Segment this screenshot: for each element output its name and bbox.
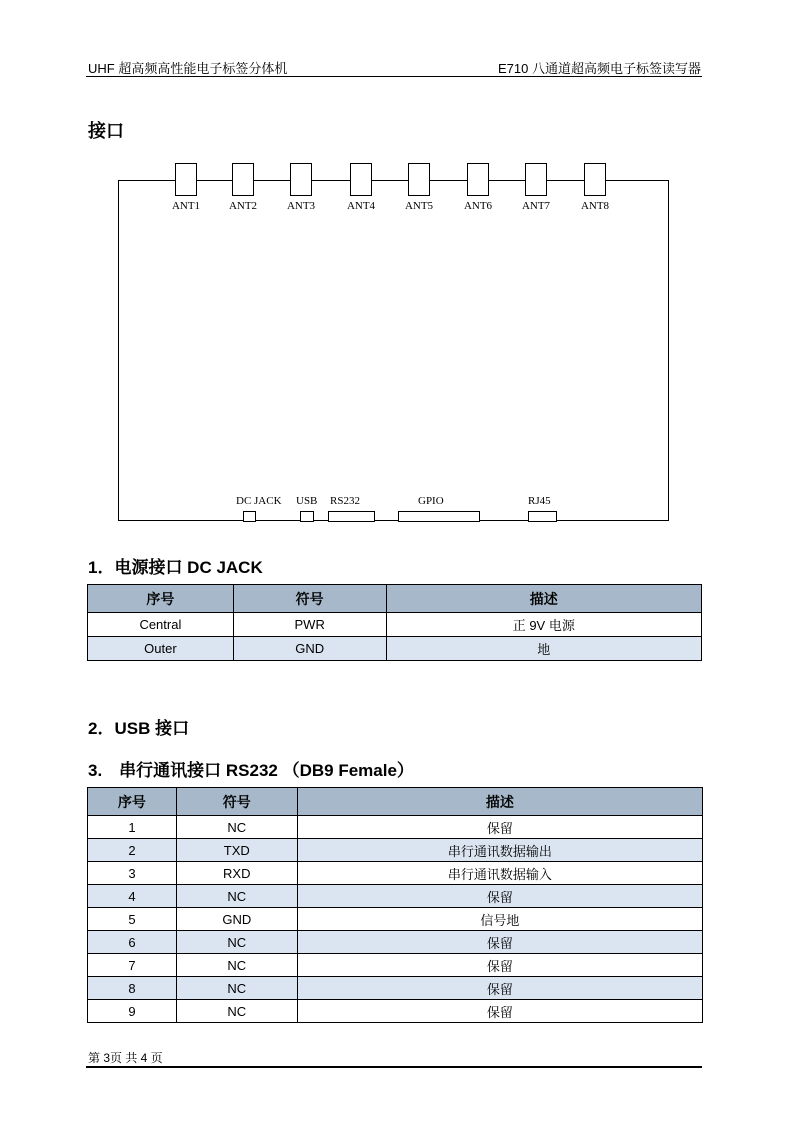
cell-symbol: NC <box>176 885 297 908</box>
cell-symbol: GND <box>176 908 297 931</box>
table-row <box>88 613 702 637</box>
cell-symbol: TXD <box>176 839 297 862</box>
antenna-port-8 <box>584 163 606 196</box>
cell-symbol: NC <box>176 954 297 977</box>
cell-description: 保留 <box>297 885 702 908</box>
table-row <box>88 908 703 931</box>
antenna-label: ANT7 <box>521 200 551 212</box>
table-row <box>88 977 703 1000</box>
antenna-label: ANT3 <box>286 200 316 212</box>
col-header-symbol: 符号 <box>233 585 386 613</box>
antenna-label: ANT6 <box>463 200 493 212</box>
connector-label: GPIO <box>418 495 444 507</box>
cell-description: 保留 <box>297 816 702 839</box>
col-header-symbol: 符号 <box>176 788 297 816</box>
antenna-port-7 <box>525 163 547 196</box>
cell-symbol: NC <box>176 931 297 954</box>
footer-divider <box>86 1066 702 1068</box>
cell-description: 保留 <box>297 977 702 1000</box>
cell-symbol: NC <box>176 1000 297 1023</box>
cell-index: 3 <box>88 862 177 885</box>
antenna-label: ANT4 <box>346 200 376 212</box>
dc-jack-table <box>87 584 702 661</box>
cell-index: 6 <box>88 931 177 954</box>
connector-label: DC JACK <box>236 495 282 507</box>
antenna-label: ANT8 <box>580 200 610 212</box>
col-header-index: 序号 <box>88 585 234 613</box>
table-row <box>88 816 703 839</box>
connector-dc-jack <box>243 511 256 522</box>
cell-index: 1 <box>88 816 177 839</box>
cell-description: 保留 <box>297 931 702 954</box>
table-row <box>88 839 703 862</box>
table-row <box>88 637 702 661</box>
connector-gpio <box>398 511 480 522</box>
cell-description: 串行通讯数据输入 <box>297 862 702 885</box>
cell-symbol: PWR <box>233 613 386 637</box>
cell-index: 5 <box>88 908 177 931</box>
cell-index: 9 <box>88 1000 177 1023</box>
col-header-description: 描述 <box>386 585 701 613</box>
table-row <box>88 885 703 908</box>
table-row <box>88 862 703 885</box>
antenna-port-5 <box>408 163 430 196</box>
col-header-index: 序号 <box>88 788 177 816</box>
table-row <box>88 1000 703 1023</box>
connector-label: USB <box>296 495 318 507</box>
antenna-port-4 <box>350 163 372 196</box>
section2-title: 2．USB 接口 <box>88 719 190 738</box>
table-row <box>88 954 703 977</box>
interface-heading: 接口 <box>88 121 124 141</box>
antenna-label: ANT2 <box>228 200 258 212</box>
antenna-label: ANT5 <box>404 200 434 212</box>
table-row <box>88 931 703 954</box>
antenna-label: ANT1 <box>171 200 201 212</box>
connector-rj45 <box>528 511 557 522</box>
header-divider <box>86 76 702 77</box>
connector-label: RJ45 <box>528 495 551 507</box>
cell-symbol: RXD <box>176 862 297 885</box>
cell-description: 信号地 <box>297 908 702 931</box>
section3-title: 3. 串行通讯接口 RS232 （DB9 Female） <box>88 761 414 780</box>
header-left-title: UHF 超高频高性能电子标签分体机 <box>88 61 288 76</box>
connector-label: RS232 <box>330 495 360 507</box>
section1-title: 1．电源接口 DC JACK <box>88 558 263 577</box>
cell-index: 2 <box>88 839 177 862</box>
cell-index: 7 <box>88 954 177 977</box>
connector-rs232 <box>328 511 375 522</box>
antenna-port-6 <box>467 163 489 196</box>
cell-description: 保留 <box>297 954 702 977</box>
page-footer: 第 3页 共 4 页 <box>88 1051 163 1065</box>
cell-symbol: GND <box>233 637 386 661</box>
cell-index: 8 <box>88 977 177 1000</box>
antenna-port-3 <box>290 163 312 196</box>
connector-usb <box>300 511 314 522</box>
cell-description: 保留 <box>297 1000 702 1023</box>
cell-symbol: NC <box>176 816 297 839</box>
cell-symbol: NC <box>176 977 297 1000</box>
cell-index: Central <box>88 613 234 637</box>
cell-description: 正 9V 电源 <box>386 613 701 637</box>
col-header-description: 描述 <box>297 788 702 816</box>
header-right-title: E710 八通道超高频电子标签读写器 <box>498 61 701 76</box>
device-board-outline <box>118 180 669 521</box>
cell-index: 4 <box>88 885 177 908</box>
rs232-table <box>87 787 703 1023</box>
cell-index: Outer <box>88 637 234 661</box>
antenna-port-2 <box>232 163 254 196</box>
antenna-port-1 <box>175 163 197 196</box>
cell-description: 地 <box>386 637 701 661</box>
cell-description: 串行通讯数据输出 <box>297 839 702 862</box>
